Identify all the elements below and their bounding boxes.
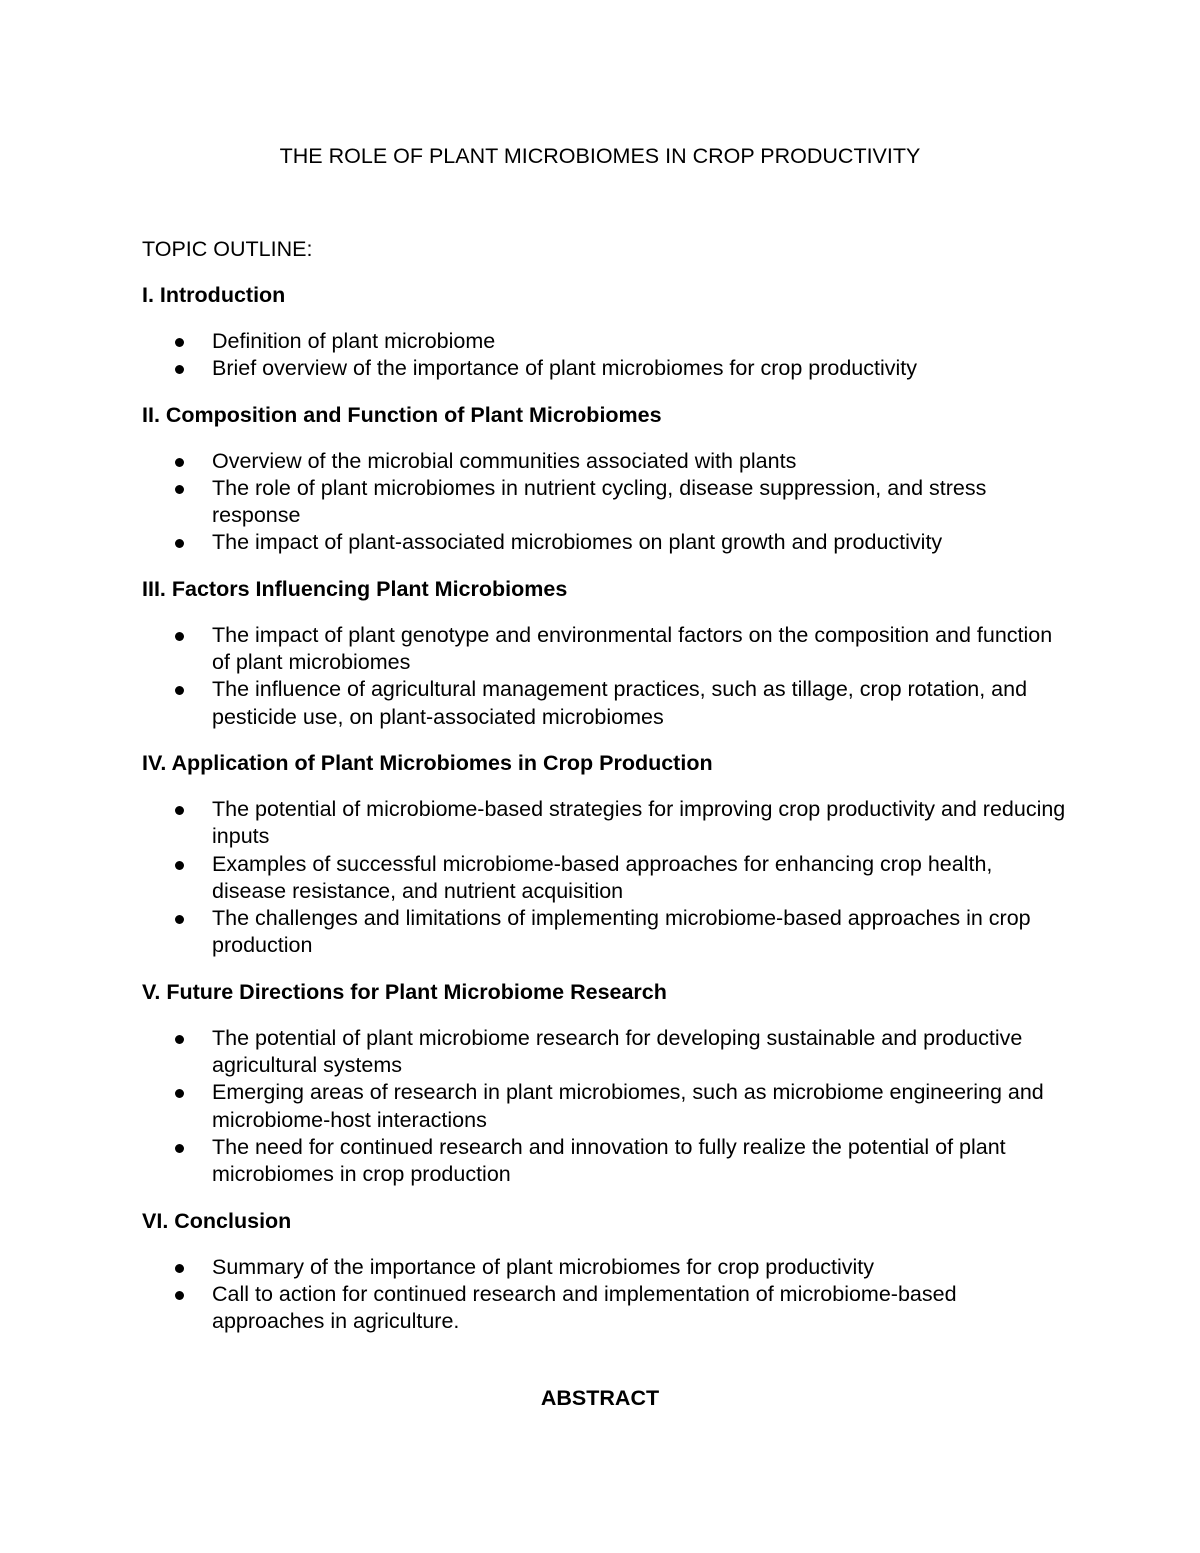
- list-item-text: Definition of plant microbiome: [212, 329, 496, 353]
- bullet-icon: [175, 1035, 184, 1044]
- list-item-text: Emerging areas of research in plant microbiomes, such as microbiome engineering and microbiome-host interactions: [212, 1080, 1044, 1132]
- outline-section: [142, 1208, 1072, 1336]
- list-item: [142, 796, 1072, 851]
- bullet-icon: [175, 458, 184, 467]
- list-item: [142, 1079, 1072, 1134]
- section-heading: II. Composition and Function of Plant Microbiomes: [142, 402, 662, 427]
- bullet-list: [142, 1025, 1072, 1189]
- list-item: [142, 622, 1072, 677]
- outline-section: [142, 750, 1072, 960]
- outline-heading: TOPIC OUTLINE:: [142, 237, 313, 261]
- list-item: [142, 1281, 1072, 1336]
- list-item-text: The potential of microbiome-based strategies for improving crop productivity and reducing inputs: [212, 796, 1066, 849]
- list-item-text: The impact of plant-associated microbiomes on plant growth and productivity: [212, 530, 943, 555]
- outline-section: [142, 576, 1072, 731]
- list-item: [142, 475, 1072, 530]
- list-item: [142, 448, 1072, 475]
- list-item-text: The role of plant microbiomes in nutrient cycling, disease suppression, and stress response: [212, 475, 987, 528]
- list-item-text: Examples of successful microbiome-based approaches for enhancing crop health, disease resistance, and nutrient acquisition: [212, 851, 993, 903]
- bullet-icon: [175, 1264, 184, 1273]
- bullet-icon: [175, 632, 184, 641]
- list-item: [142, 328, 1072, 355]
- bullet-icon: [175, 1291, 184, 1300]
- section-heading: I. Introduction: [142, 283, 286, 307]
- list-item-text: The impact of plant genotype and environmental factors on the composition and function of plant microbiomes: [212, 622, 1053, 675]
- bullet-icon: [175, 365, 184, 374]
- outline-sections: [142, 282, 1072, 1335]
- list-item-text: The challenges and limitations of implementing microbiome-based approaches in crop production: [212, 906, 1031, 958]
- section-heading: III. Factors Influencing Plant Microbiomes: [142, 576, 568, 601]
- section-heading: IV. Application of Plant Microbiomes in Crop Production: [142, 750, 713, 775]
- list-item-text: The influence of agricultural management practices, such as tillage, crop rotation, and pesticide use, on plant-associated microbiomes: [212, 677, 1028, 729]
- bullet-icon: [175, 861, 184, 870]
- bullet-list: [142, 796, 1072, 960]
- list-item-text: The potential of plant microbiome research for developing sustainable and productive agricultural systems: [212, 1025, 1023, 1078]
- section-heading: V. Future Directions for Plant Microbiome Research: [142, 979, 667, 1004]
- list-item: [142, 905, 1072, 960]
- abstract-heading: ABSTRACT: [540, 1386, 660, 1410]
- list-item: [142, 1025, 1072, 1080]
- list-item-text: Summary of the importance of plant microbiomes for crop productivity: [212, 1254, 874, 1279]
- list-item-text: Call to action for continued research and implementation of microbiome-based approaches in agriculture.: [212, 1281, 957, 1334]
- section-heading: VI. Conclusion: [142, 1208, 292, 1233]
- list-item: [142, 355, 1072, 382]
- outline-section: [142, 979, 1072, 1189]
- list-item-text: The need for continued research and innovation to fully realize the potential of plant microbiomes in crop production: [212, 1134, 1006, 1187]
- bullet-icon: [175, 338, 184, 347]
- bullet-icon: [175, 915, 184, 924]
- bullet-icon: [175, 485, 184, 494]
- list-item-text: Brief overview of the importance of plant microbiomes for crop productivity: [212, 356, 918, 381]
- list-item-text: Overview of the microbial communities associated with plants: [212, 448, 797, 473]
- outline-section: [142, 282, 1072, 383]
- bullet-icon: [175, 539, 184, 548]
- list-item: [142, 529, 1072, 556]
- bullet-icon: [175, 1089, 184, 1098]
- bullet-list: [142, 448, 1072, 557]
- bullet-icon: [175, 806, 184, 815]
- bullet-list: [142, 328, 1072, 383]
- list-item: [142, 676, 1072, 731]
- list-item: [142, 1134, 1072, 1189]
- bullet-list: [142, 622, 1072, 731]
- topic-outline: [142, 236, 1072, 1354]
- list-item: [142, 851, 1072, 906]
- document-title: THE ROLE OF PLANT MICROBIOMES IN CROP PRODUCTIVITY: [279, 144, 921, 168]
- outline-section: [142, 402, 1072, 557]
- bullet-list: [142, 1254, 1072, 1336]
- bullet-icon: [175, 1144, 184, 1153]
- list-item: [142, 1254, 1072, 1281]
- bullet-icon: [175, 686, 184, 695]
